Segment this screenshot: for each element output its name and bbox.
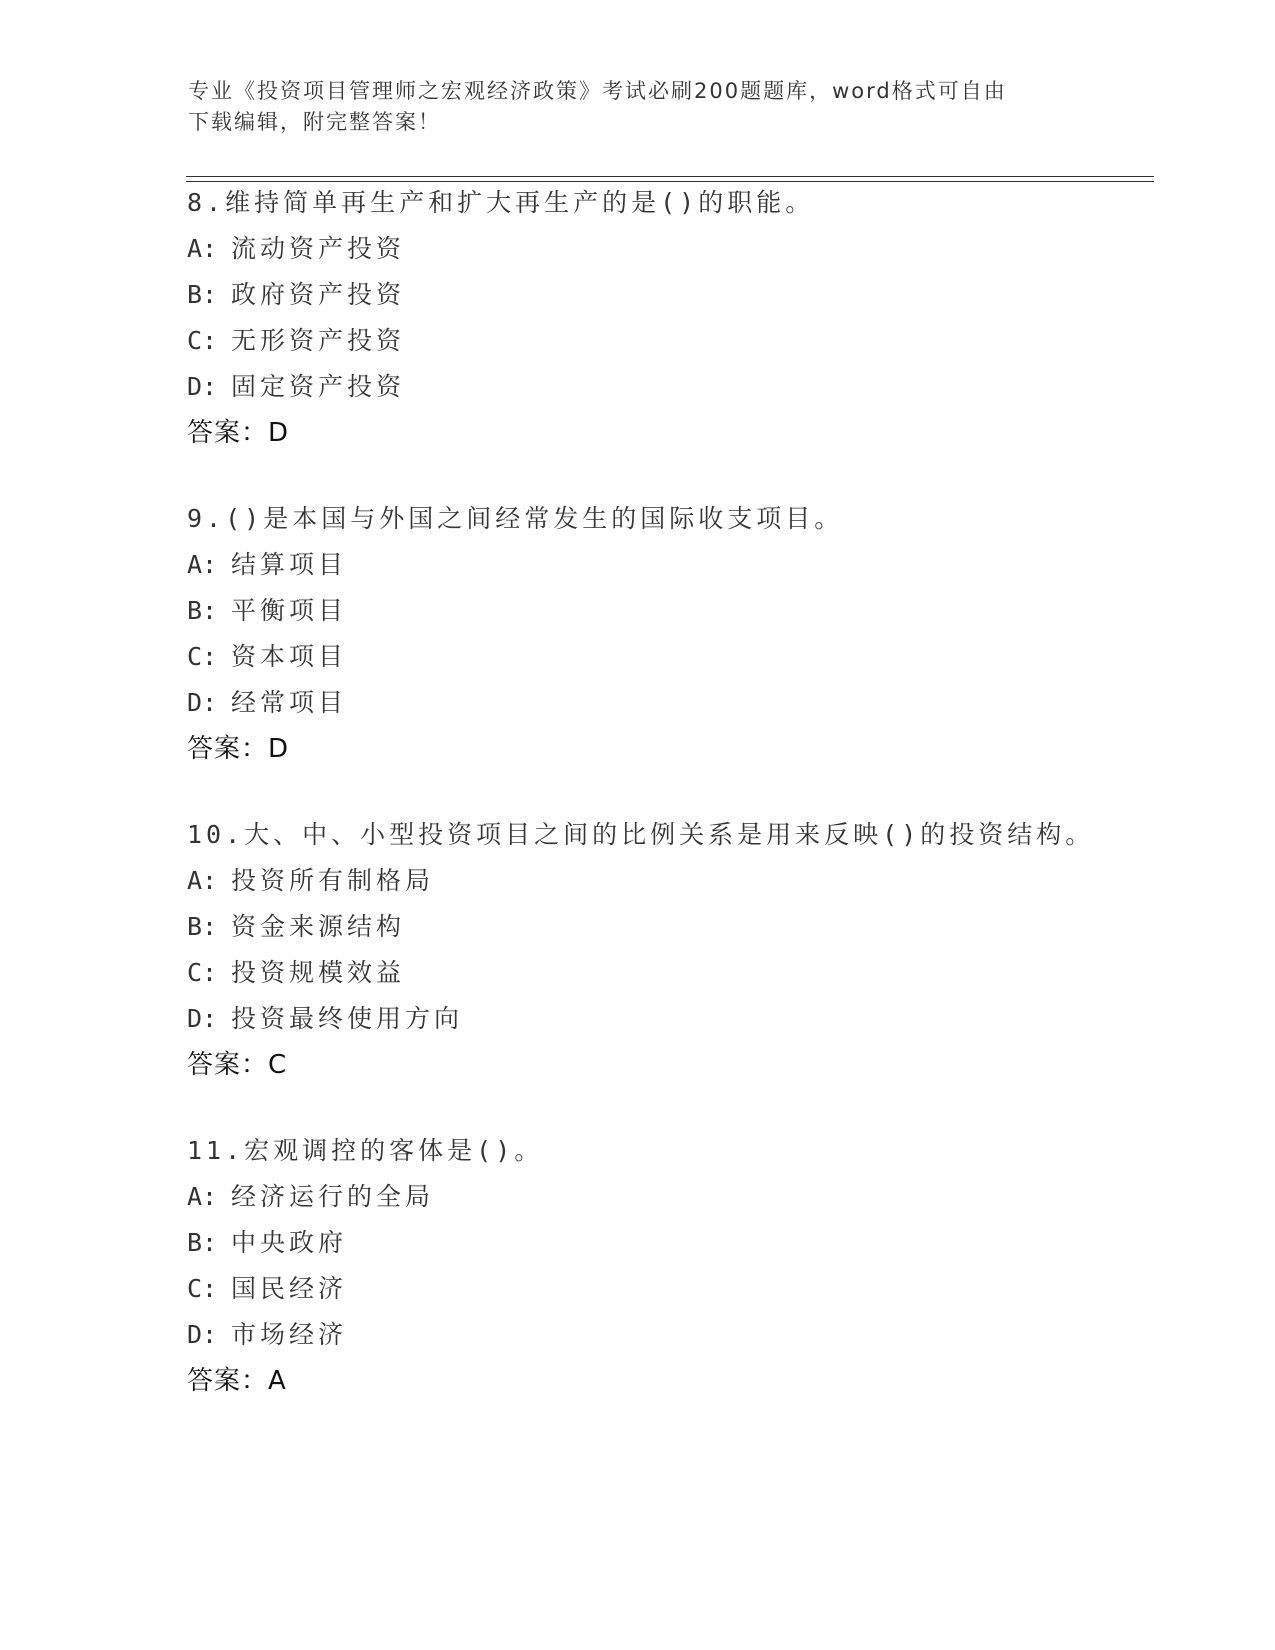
option-text: 投资最终使用方向 xyxy=(231,1004,464,1033)
header-line-1: 专业《投资项目管理师之宏观经济政策》考试必刷200题题库，word格式可自由 xyxy=(188,79,1007,103)
option-letter: D: xyxy=(187,372,218,401)
option-a xyxy=(187,858,1187,904)
question-10 xyxy=(187,812,1187,1088)
option-letter: D: xyxy=(187,1320,218,1349)
header-line-2: 下载编辑，附完整答案！ xyxy=(188,110,441,134)
option-text: 投资所有制格局 xyxy=(231,866,435,895)
option-text: 无形资产投资 xyxy=(231,326,406,355)
document-header xyxy=(188,76,1068,138)
option-b xyxy=(187,272,1187,318)
option-c xyxy=(187,950,1187,996)
option-text: 中央政府 xyxy=(231,1228,348,1257)
answer-text: 答案：C xyxy=(187,1050,288,1080)
option-letter: C: xyxy=(187,1274,218,1303)
option-d xyxy=(187,364,1187,410)
option-d xyxy=(187,680,1187,726)
question-stem: 9.()是本国与外国之间经常发生的国际收支项目。 xyxy=(187,504,844,533)
option-letter: B: xyxy=(187,596,218,625)
option-text: 资金来源结构 xyxy=(231,912,406,941)
option-a xyxy=(187,542,1187,588)
option-a xyxy=(187,1174,1187,1220)
option-letter: A: xyxy=(187,866,218,895)
option-text: 市场经济 xyxy=(231,1320,348,1349)
option-letter: C: xyxy=(187,642,218,671)
option-text: 经济运行的全局 xyxy=(231,1182,435,1211)
answer-text: 答案：A xyxy=(187,1366,287,1396)
option-a xyxy=(187,226,1187,272)
header-divider-top xyxy=(186,176,1154,177)
option-text: 资本项目 xyxy=(231,642,348,671)
option-text: 流动资产投资 xyxy=(231,234,406,263)
option-letter: B: xyxy=(187,912,218,941)
option-text: 平衡项目 xyxy=(231,596,348,625)
option-letter: A: xyxy=(187,550,218,579)
question-9 xyxy=(187,496,1187,772)
question-8 xyxy=(187,180,1187,456)
option-b xyxy=(187,588,1187,634)
option-b xyxy=(187,1220,1187,1266)
option-text: 国民经济 xyxy=(231,1274,348,1303)
option-letter: D: xyxy=(187,688,218,717)
option-text: 政府资产投资 xyxy=(231,280,406,309)
option-b xyxy=(187,904,1187,950)
option-letter: C: xyxy=(187,326,218,355)
question-stem: 10.大、中、小型投资项目之间的比例关系是用来反映()的投资结构。 xyxy=(187,820,1095,849)
question-11 xyxy=(187,1128,1187,1404)
option-letter: C: xyxy=(187,958,218,987)
option-letter: D: xyxy=(187,1004,218,1033)
option-c xyxy=(187,318,1187,364)
option-text: 固定资产投资 xyxy=(231,372,406,401)
option-letter: B: xyxy=(187,1228,218,1257)
option-d xyxy=(187,996,1187,1042)
option-letter: A: xyxy=(187,234,218,263)
question-stem: 8.维持简单再生产和扩大再生产的是()的职能。 xyxy=(187,188,815,217)
option-text: 结算项目 xyxy=(231,550,348,579)
question-stem: 11.宏观调控的客体是()。 xyxy=(187,1136,544,1165)
option-c xyxy=(187,634,1187,680)
option-letter: B: xyxy=(187,280,218,309)
answer-text: 答案：D xyxy=(187,734,290,764)
option-text: 经常项目 xyxy=(231,688,348,717)
option-letter: A: xyxy=(187,1182,218,1211)
answer-text: 答案：D xyxy=(187,418,290,448)
option-text: 投资规模效益 xyxy=(231,958,406,987)
option-d xyxy=(187,1312,1187,1358)
option-c xyxy=(187,1266,1187,1312)
